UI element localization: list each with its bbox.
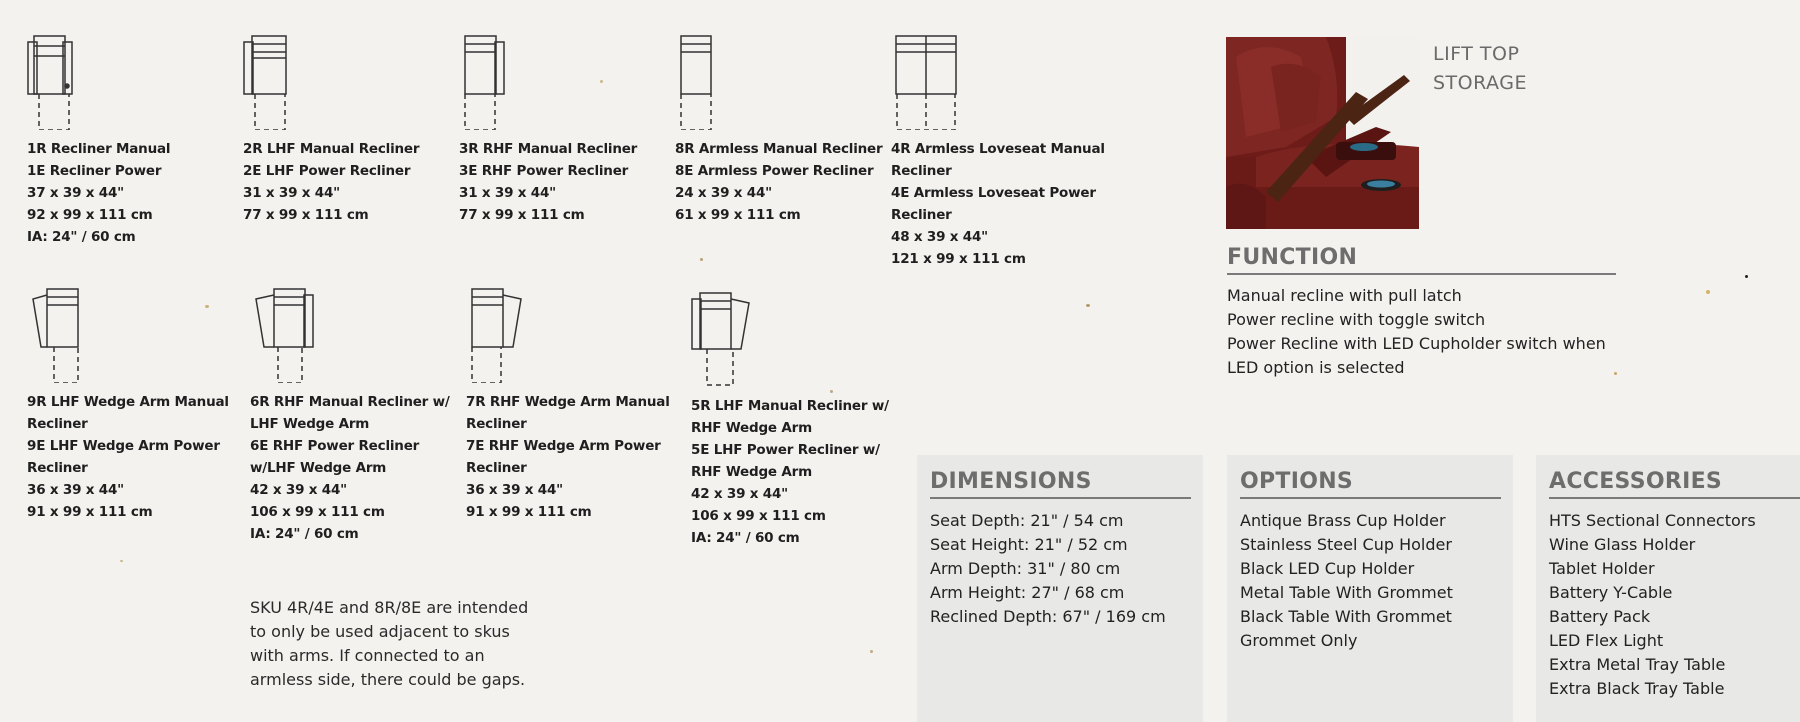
piece-1r-recliner <box>27 34 170 248</box>
piece-5r-line: IA: 24" / 60 cm <box>691 530 800 546</box>
accessories-heading: ACCESSORIES <box>1549 469 1800 499</box>
piece-5r-line: 106 x 99 x 111 cm <box>691 508 826 524</box>
paper-speck <box>120 560 123 562</box>
sku-note-line: with arms. If connected to an <box>250 646 485 665</box>
piece-5r-lhf-recliner-rhf-wedge <box>691 291 889 549</box>
accessory-item: HTS Sectional Connectors <box>1549 511 1756 530</box>
function-line: LED option is selected <box>1227 358 1405 377</box>
piece-3r-line: 3R RHF Manual Recliner <box>459 141 638 157</box>
piece-2r-lhf-recliner <box>243 34 419 226</box>
piece-8r-armless-recliner <box>675 34 882 226</box>
function-line: Power recline with toggle switch <box>1227 310 1486 329</box>
piece-6r-rhf-recliner-lhf-wedge <box>250 287 450 545</box>
function-heading: FUNCTION <box>1227 245 1616 275</box>
lhf-wedge-arm-diagram-icon <box>27 287 87 383</box>
piece-6r-line: 6E RHF Power Recliner <box>250 438 420 454</box>
piece-7r-line: 7E RHF Wedge Arm Power <box>466 438 661 454</box>
piece-9r-line: Recliner <box>27 460 88 476</box>
piece-3r-line: 3E RHF Power Recliner <box>459 163 629 179</box>
piece-4r-line: 121 x 99 x 111 cm <box>891 251 1026 267</box>
lhf-recliner-rhf-wedge-diagram-icon <box>691 291 761 387</box>
piece-1r-line: 37 x 39 x 44" <box>27 185 125 201</box>
piece-6r-line: 106 x 99 x 111 cm <box>250 504 385 520</box>
option-item: Metal Table With Grommet <box>1240 583 1453 602</box>
option-item: Grommet Only <box>1240 631 1358 650</box>
paper-speck <box>1706 290 1710 294</box>
accessory-item: LED Flex Light <box>1549 631 1664 650</box>
piece-9r-lhf-wedge-arm <box>27 287 229 523</box>
dimensions-heading: DIMENSIONS <box>930 469 1191 499</box>
piece-2r-line: 2R LHF Manual Recliner <box>243 141 420 157</box>
accessory-item: Battery Pack <box>1549 607 1651 626</box>
piece-4r-line: 4E Armless Loveseat Power <box>891 185 1096 201</box>
piece-4r-line: Recliner <box>891 163 952 179</box>
sku-note-line: armless side, there could be gaps. <box>250 670 526 689</box>
accessory-item: Extra Black Tray Table <box>1549 679 1725 698</box>
piece-2r-line: 77 x 99 x 111 cm <box>243 207 369 223</box>
lift-top-storage-label <box>1433 40 1527 98</box>
piece-1r-line: 1R Recliner Manual <box>27 141 171 157</box>
recliner-diagram-icon <box>27 34 87 130</box>
piece-1r-line: IA: 24" / 60 cm <box>27 229 136 245</box>
piece-4r-line: Recliner <box>891 207 952 223</box>
accessory-item: Extra Metal Tray Table <box>1549 655 1726 674</box>
sku-note-line: to only be used adjacent to skus <box>250 622 510 641</box>
piece-9r-line: Recliner <box>27 416 88 432</box>
piece-6r-line: 42 x 39 x 44" <box>250 482 348 498</box>
function-line: Manual recline with pull latch <box>1227 286 1462 305</box>
piece-2r-line: 31 x 39 x 44" <box>243 185 341 201</box>
lift-top-line: STORAGE <box>1433 72 1527 94</box>
options-panel <box>1227 455 1513 722</box>
dimension-item: Seat Depth: 21" / 54 cm <box>930 511 1124 530</box>
dimension-item: Arm Depth: 31" / 80 cm <box>930 559 1121 578</box>
piece-8r-line: 8E Armless Power Recliner <box>675 163 874 179</box>
piece-8r-line: 61 x 99 x 111 cm <box>675 207 801 223</box>
armless-recliner-diagram-icon <box>675 34 735 130</box>
function-line: Power Recline with LED Cupholder switch when <box>1227 334 1606 353</box>
accessory-item: Battery Y-Cable <box>1549 583 1673 602</box>
piece-7r-line: 7R RHF Wedge Arm Manual <box>466 394 670 410</box>
piece-4r-line: 4R Armless Loveseat Manual <box>891 141 1105 157</box>
options-heading: OPTIONS <box>1240 469 1501 499</box>
lift-top-loveseat-photo <box>1226 37 1419 229</box>
paper-speck <box>1086 304 1090 307</box>
piece-6r-line: 6R RHF Manual Recliner w/ <box>250 394 450 410</box>
paper-speck <box>870 650 873 653</box>
piece-9r-line: 9E LHF Wedge Arm Power <box>27 438 220 454</box>
paper-speck <box>1745 275 1748 278</box>
piece-6r-line: LHF Wedge Arm <box>250 416 370 432</box>
dimension-item: Reclined Depth: 67" / 169 cm <box>930 607 1166 626</box>
piece-5r-line: 5R LHF Manual Recliner w/ <box>691 398 889 414</box>
dimension-item: Seat Height: 21" / 52 cm <box>930 535 1128 554</box>
paper-speck <box>1614 372 1617 375</box>
accessory-item: Tablet Holder <box>1549 559 1655 578</box>
sku-note <box>250 596 528 692</box>
piece-8r-line: 24 x 39 x 44" <box>675 185 773 201</box>
piece-7r-line: 36 x 39 x 44" <box>466 482 564 498</box>
piece-3r-rhf-recliner <box>459 34 637 226</box>
dimensions-panel <box>917 455 1203 722</box>
option-item: Black Table With Grommet <box>1240 607 1452 626</box>
rhf-recliner-diagram-icon <box>459 34 519 130</box>
piece-7r-line: 91 x 99 x 111 cm <box>466 504 592 520</box>
armless-loveseat-diagram-icon <box>891 34 961 130</box>
piece-7r-line: Recliner <box>466 460 527 476</box>
lhf-recliner-diagram-icon <box>243 34 303 130</box>
piece-3r-line: 77 x 99 x 111 cm <box>459 207 585 223</box>
piece-9r-line: 9R LHF Wedge Arm Manual <box>27 394 229 410</box>
accessory-item: Wine Glass Holder <box>1549 535 1696 554</box>
piece-5r-line: 5E LHF Power Recliner w/ <box>691 442 880 458</box>
piece-8r-line: 8R Armless Manual Recliner <box>675 141 883 157</box>
piece-9r-line: 36 x 39 x 44" <box>27 482 125 498</box>
dimension-item: Arm Height: 27" / 68 cm <box>930 583 1125 602</box>
piece-2r-line: 2E LHF Power Recliner <box>243 163 411 179</box>
accessories-panel <box>1536 455 1800 722</box>
piece-7r-rhf-wedge-arm <box>466 287 670 523</box>
piece-4r-line: 48 x 39 x 44" <box>891 229 989 245</box>
piece-4r-armless-loveseat <box>891 34 1105 270</box>
piece-1r-line: 92 x 99 x 111 cm <box>27 207 153 223</box>
rhf-recliner-lhf-wedge-diagram-icon <box>250 287 320 383</box>
option-item: Black LED Cup Holder <box>1240 559 1415 578</box>
piece-5r-line: 42 x 39 x 44" <box>691 486 789 502</box>
piece-7r-line: Recliner <box>466 416 527 432</box>
paper-speck <box>700 258 703 261</box>
option-item: Antique Brass Cup Holder <box>1240 511 1446 530</box>
function-list <box>1227 284 1606 380</box>
lift-top-line: LIFT TOP <box>1433 43 1520 65</box>
piece-6r-line: w/LHF Wedge Arm <box>250 460 387 476</box>
piece-6r-line: IA: 24" / 60 cm <box>250 526 359 542</box>
piece-5r-line: RHF Wedge Arm <box>691 464 812 480</box>
option-item: Stainless Steel Cup Holder <box>1240 535 1452 554</box>
rhf-wedge-arm-diagram-icon <box>466 287 536 383</box>
sku-note-line: SKU 4R/4E and 8R/8E are intended <box>250 598 529 617</box>
piece-5r-line: RHF Wedge Arm <box>691 420 812 436</box>
piece-1r-line: 1E Recliner Power <box>27 163 162 179</box>
piece-3r-line: 31 x 39 x 44" <box>459 185 557 201</box>
piece-9r-line: 91 x 99 x 111 cm <box>27 504 153 520</box>
